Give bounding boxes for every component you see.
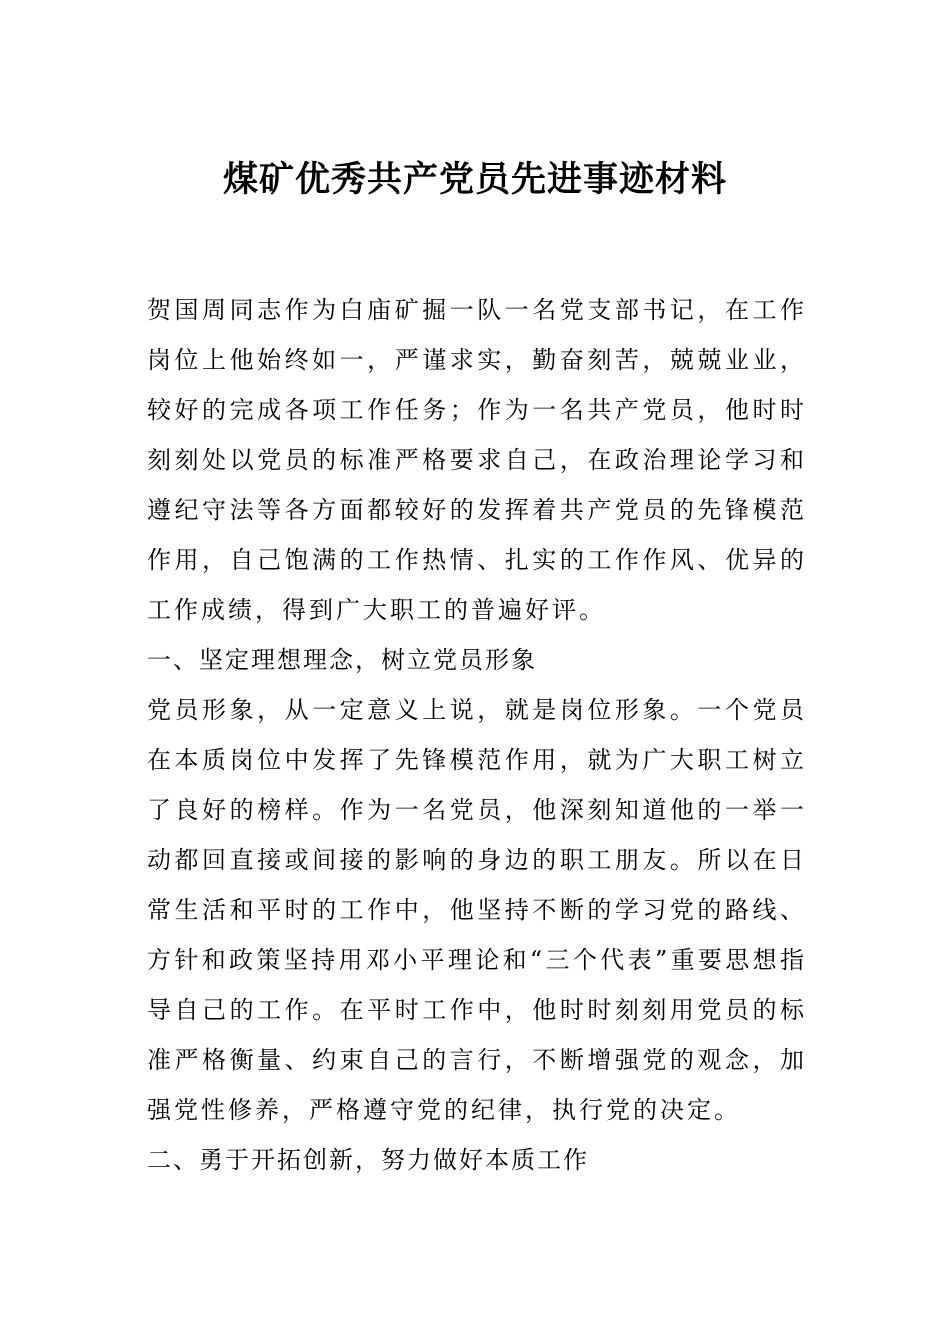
section-heading-2: 二、勇于开拓创新，努力做好本质工作 <box>147 1146 589 1174</box>
paragraph-intro: 贺国周同志作为白庙矿掘一队一名党支部书记，在工作岗位上他始终如一，严谨求实，勤奋刻苦，兢兢业业，较好的完成各项工作任务；作为一名共产党员，他时时刻刻处以党员的标准严格要求自己，在政治理论学习和遵纪守法等各方面都较好的发挥着共产党员的先锋模范作用，自己饱满的工作热情、扎实的工作作风、优异的工作成绩，得到广大职工的普遍好评。 <box>147 296 807 624</box>
paragraph-section-1: 党员形象，从一定意义上说，就是岗位形象。一个党员在本质岗位中发挥了先锋模范作用，就为广大职工树立了良好的榜样。作为一名党员，他深刻知道他的一举一动都回直接或间接的影响的身边的职工朋友。所以在日常生活和平时的工作中，他坚持不断的学习党的路线、方针和政策坚持用邓小平理论和“三个代表”重要思想指导自己的工作。在平时工作中，他时时刻刻用党员的标准严格衡量、约束自己的言行，不断增强党的观念，加强党性修养，严格遵守党的纪律，执行党的决定。 <box>147 696 807 1124</box>
document-title: 煤矿优秀共产党员先进事迹材料 <box>222 159 727 200</box>
section-heading-1: 一、坚定理想理念，树立党员形象 <box>147 646 537 674</box>
document-body <box>147 285 807 1185</box>
